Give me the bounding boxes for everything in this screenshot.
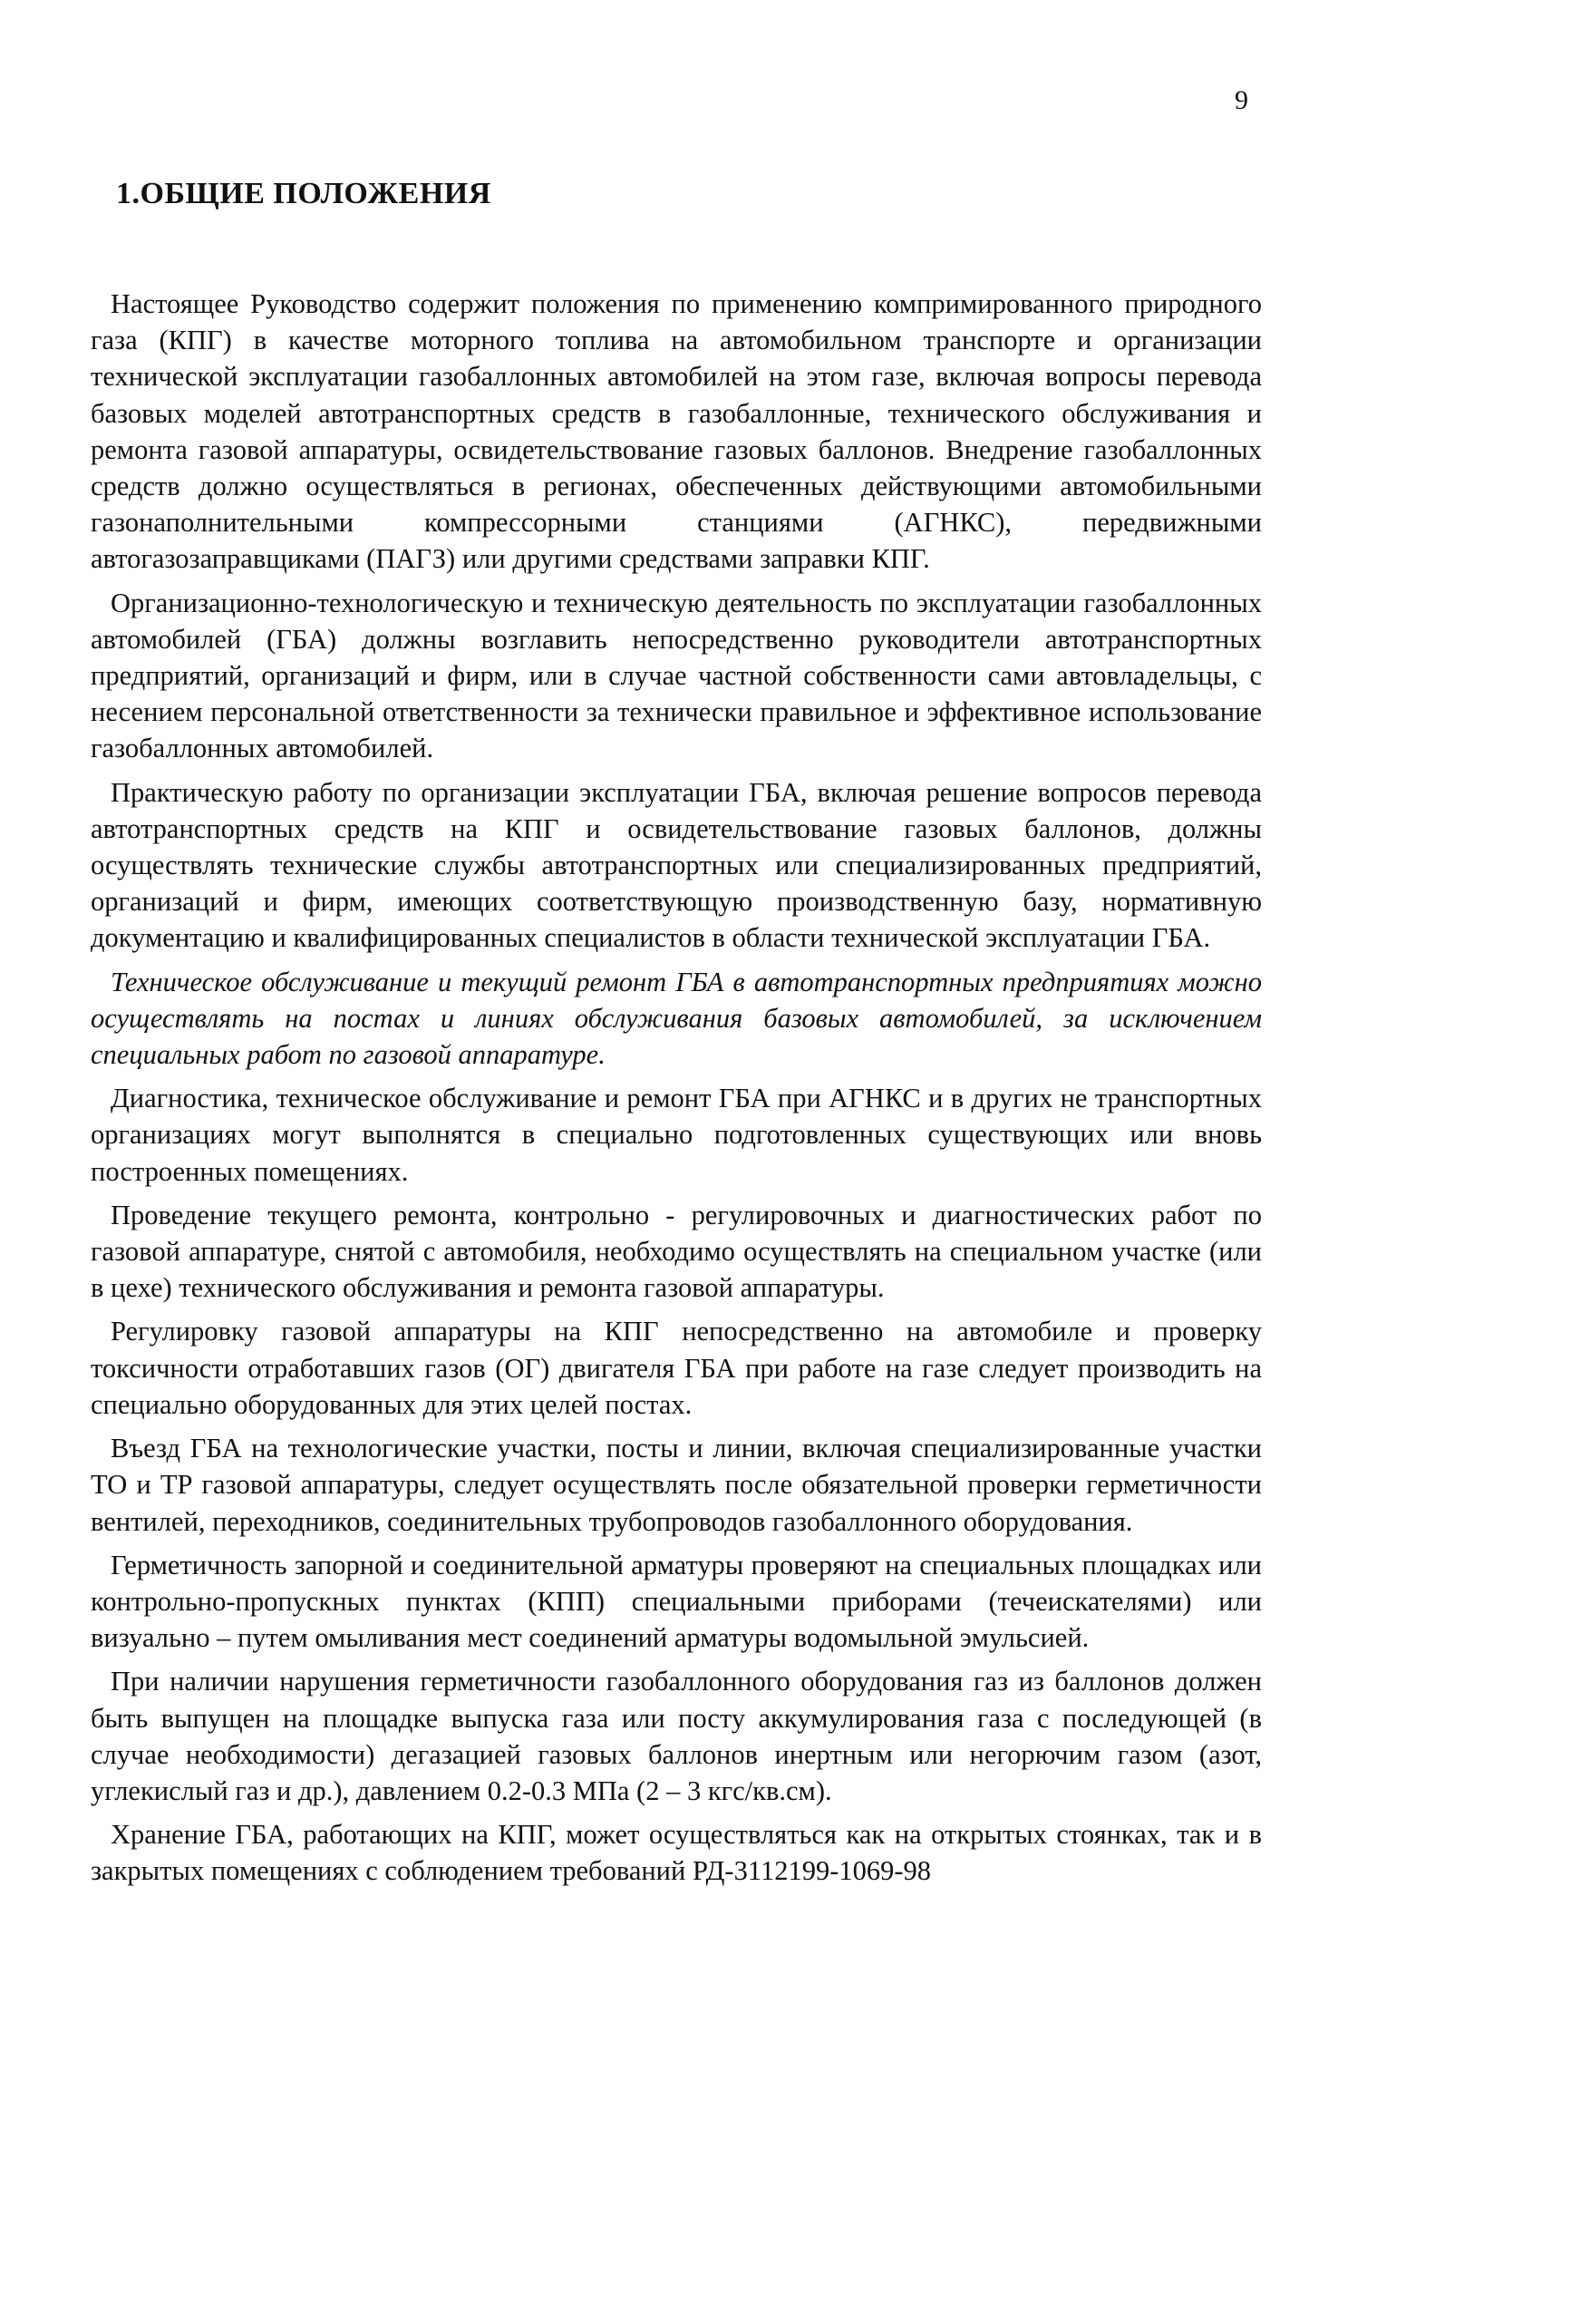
paragraph: Диагностика, техническое обслуживание и ремонт ГБА при АГНКС и в других не транспортных организациях могут выполнятся в специально подготовленных существующих или вновь построенных помещениях.: [91, 1083, 1262, 1187]
paragraph: Герметичность запорной и соединительной арматуры проверяют на специальных площадках или контрольно-пропускных пунктах (КПП) специальными приборами (течеискателями) или визуально – путем омыливания мест соединений арматуры водомыльной эмульсией.: [91, 1549, 1262, 1654]
paragraph: При наличии нарушения герметичности газобаллонного оборудования газ из баллонов должен быть выпущен на площадке выпуска газа или посту аккумулирования газа с последующей (в случае необходимости) дегазацией газовых баллонов инертным или негорючим газом (азот, углекислый газ и др.), давлением 0.2-0.3 МПа (2 – 3 кгс/кв.см).: [91, 1666, 1262, 1806]
paragraph: Организационно-технологическую и техническую деятельность по эксплуатации газобаллонных автомобилей (ГБА) должны возглавить непосредственно руководители автотранспортных предприятий, организаций и фирм, или в случае частной собственности сами автовладельцы, с несением персональной ответственности за технически правильное и эффективное использование газобаллонных автомобилей.: [91, 587, 1262, 764]
body-text: [91, 286, 1262, 1897]
paragraph: Практическую работу по организации эксплуатации ГБА, включая решение вопросов перевода автотранспортных средств на КПГ и освидетельствование газовых баллонов, должны осуществлять технические службы автотранспортных или специализированных предприятий, организаций и фирм, имеющих соответствующую производственную базу, нормативную документацию и квалифицированных специалистов в области технической эксплуатации ГБА.: [91, 776, 1262, 954]
paragraph: Настоящее Руководство содержит положения по применению компримированного природного газа (КПГ) в качестве моторного топлива на автомобильном транспорте и организации технической эксплуатации газобаллонных автомобилей на этом газе, включая вопросы перевода базовых моделей автотранспортных средств в газобаллонные, технического обслуживания и ремонта газовой аппаратуры, освидетельствование газовых баллонов. Внедрение газобаллонных средств должно осуществляться в регионах, обеспеченных действующими автомобильными газонаполнительными компрессорными станциями (АГНКС), передвижными автогазозаправщиками (ПАГЗ) или другими средствами заправки КПГ.: [91, 288, 1262, 575]
paragraph: Хранение ГБА, работающих на КПГ, может осуществляться как на открытых стоянках, так и в закрытых помещениях с соблюдением требований РД-3112199-1069-98: [91, 1819, 1262, 1887]
paragraph: Регулировку газовой аппаратуры на КПГ непосредственно на автомобиле и проверку токсичности отработавших газов (ОГ) двигателя ГБА при работе на газе следует производить на специально оборудованных для этих целей постах.: [91, 1316, 1262, 1420]
section-title: 1.ОБЩИЕ ПОЛОЖЕНИЯ: [116, 177, 491, 210]
paragraph: Техническое обслуживание и текущий ремонт ГБА в автотранспортных предприятиях можно осуществлять на постах и линиях обслуживания базовых автомобилей, за исключением специальных работ по газовой аппаратуре.: [91, 966, 1262, 1071]
paragraph: Проведение текущего ремонта, контрольно - регулировочных и диагностических работ по газовой аппаратуре, снятой с автомобиля, необходимо осуществлять на специальном участке (или в цехе) технического обслуживания и ремонта газовой аппаратуры.: [91, 1199, 1262, 1304]
page-number: 9: [1235, 85, 1248, 115]
paragraph: Въезд ГБА на технологические участки, посты и линии, включая специализированные участки ТО и ТР газовой аппаратуры, следует осуществлять после обязательной проверки герметичности вентилей, переходников, соединительных трубопроводов газобаллонного оборудования.: [91, 1433, 1262, 1537]
